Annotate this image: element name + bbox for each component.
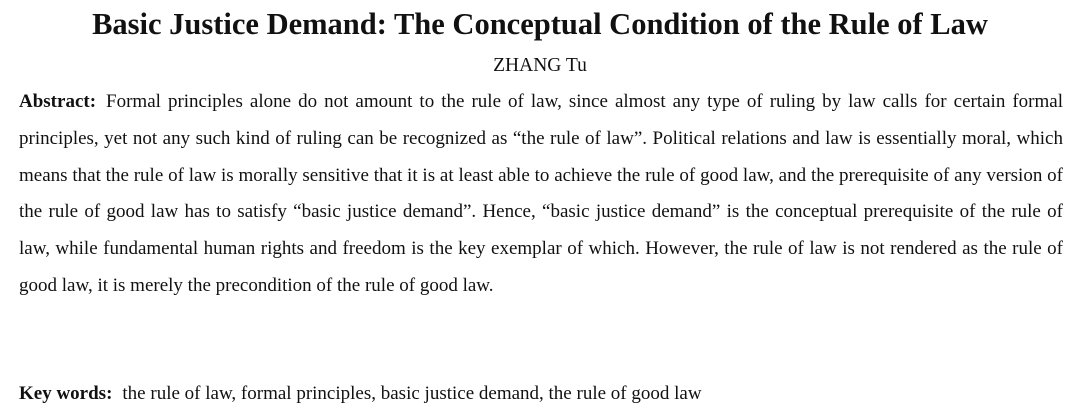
abstract-paragraph [19, 84, 1063, 305]
keywords-text: the rule of law, formal principles, basic justice demand, the rule of good law [122, 383, 702, 404]
abstract-text: Formal principles alone do not amount to the rule of law, since almost any type of ruling by law calls for certain formal principles, yet not any such kind of ruling can be recognized as “the rule of law”. Political relations and law is essentially moral, which means that the rule of law is morally sensitive that it is at least able to achieve the rule of good law, and the prerequisite of any version of the rule of good law has to satisfy “basic justice demand”. Hence, “basic justice demand” is the conceptual prerequisite of the rule of law, while fundamental human rights and freedom is the key exemplar of which. However, the rule of law is not rendered as the rule of good law, it is merely the precondition of the rule of good law. [19, 91, 1063, 296]
keywords-paragraph [19, 376, 1063, 412]
keywords-label: Key words: [19, 383, 113, 404]
abstract-label: Abstract: [19, 91, 97, 112]
author-name: ZHANG Tu [493, 55, 587, 76]
paper-title: Basic Justice Demand: The Conceptual Condition of the Rule of Law [92, 7, 988, 41]
